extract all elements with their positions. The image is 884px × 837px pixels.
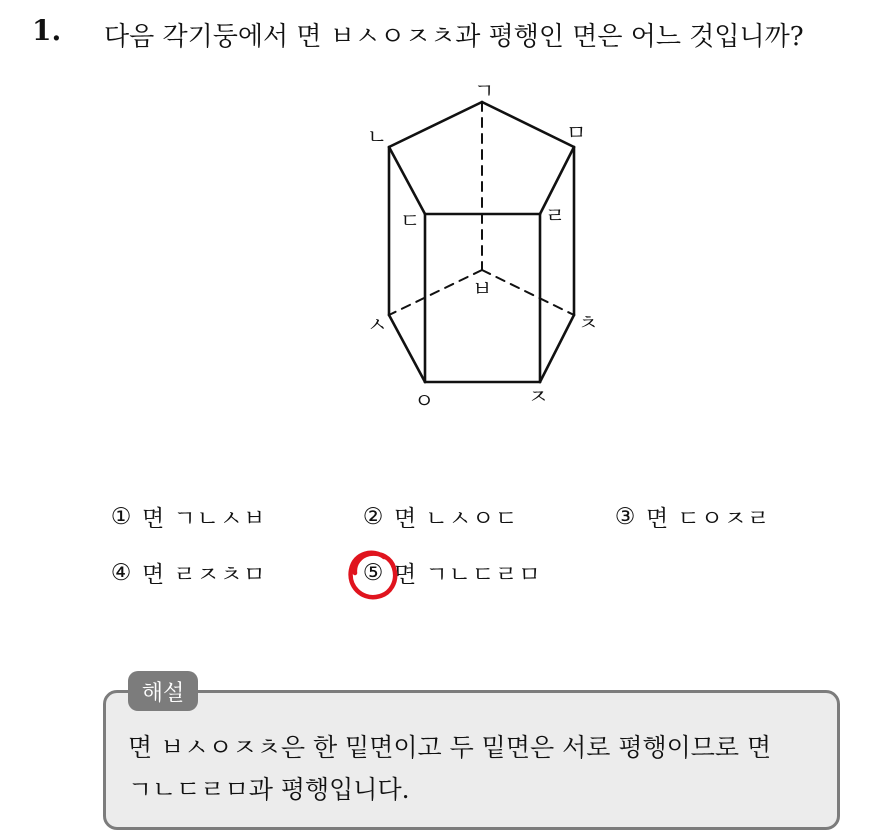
hidden-edge-bottom-left: [389, 270, 482, 315]
choice-label: 면 ㄴㅅㅇㄷ: [394, 506, 519, 532]
solution-line-2: ㄱㄴㄷㄹㅁ과 평행입니다.: [128, 775, 410, 804]
choice-number-text: ⑤: [362, 559, 384, 586]
choice-5[interactable]: [358, 556, 542, 589]
choice-label: 면 ㄹㅈㅊㅁ: [142, 562, 267, 588]
choice-number: ①: [110, 503, 132, 530]
choice-2[interactable]: [358, 500, 518, 533]
vertex-label-nieun: ㄴ: [367, 125, 388, 149]
choice-number: ④: [110, 559, 132, 586]
edge-top-2: [389, 147, 425, 214]
solution-line-1: 면 ㅂㅅㅇㅈㅊ은 한 밑면이고 두 밑면은 서로 평행이므로 면: [128, 733, 772, 762]
solution-tag: 해설: [128, 671, 198, 711]
choice-1[interactable]: [106, 500, 266, 533]
choice-3[interactable]: [610, 500, 770, 533]
edge-bottom-1: [389, 315, 425, 382]
vertex-label-digeut: ㄷ: [400, 209, 421, 233]
choice-number: ③: [614, 503, 636, 530]
vertex-label-rieul: ㄹ: [545, 204, 566, 228]
choice-number: ②: [362, 503, 384, 530]
solution-text: [128, 727, 828, 811]
vertex-label-bieup: ㅂ: [472, 277, 493, 301]
vertex-label-siot: ㅅ: [367, 313, 388, 337]
choice-number: [358, 560, 388, 586]
choice-label: 면 ㄱㄴㅅㅂ: [142, 506, 267, 532]
question-text: 다음 각기둥에서 면 ㅂㅅㅇㅈㅊ과 평행인 면은 어느 것입니까?: [104, 22, 804, 52]
edge-top-1: [389, 102, 482, 147]
edge-bottom-3: [540, 315, 574, 382]
vertex-label-mieum: ㅁ: [566, 121, 587, 145]
question-number: 1.: [32, 14, 62, 47]
choice-label: 면 ㄷㅇㅈㄹ: [646, 506, 771, 532]
vertex-label-giyeok: ㄱ: [474, 79, 495, 103]
vertex-label-chieut: ㅊ: [578, 311, 599, 335]
edge-top-5: [482, 102, 574, 147]
vertex-label-ieung: ㅇ: [414, 389, 435, 413]
vertex-label-jieut: ㅈ: [528, 385, 549, 409]
hidden-edge-bottom-right: [482, 270, 574, 315]
choice-4[interactable]: [106, 556, 266, 589]
choice-label: 면 ㄱㄴㄷㄹㅁ: [394, 562, 542, 588]
